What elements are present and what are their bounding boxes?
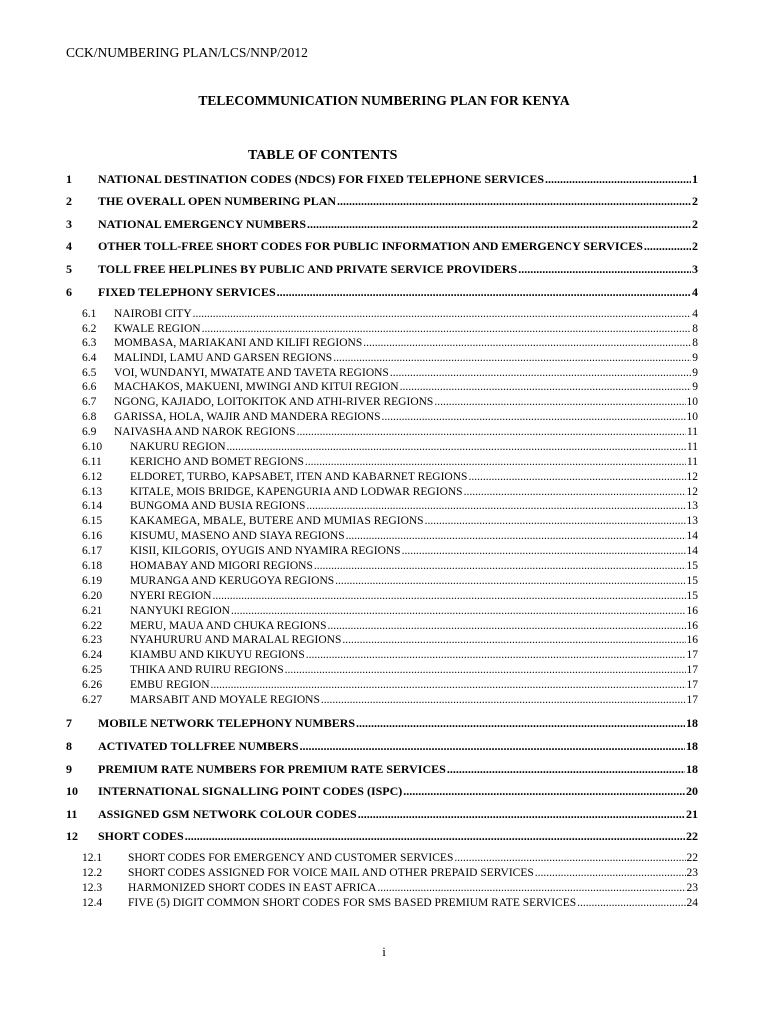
toc-subentry[interactable] [82, 664, 698, 676]
toc-leader-dots [342, 634, 685, 646]
toc-entry-label: KISII, KILGORIS, OYUGIS AND NYAMIRA REGIONS [130, 545, 401, 557]
toc-leader-dots [447, 762, 685, 777]
toc-entry-label: ACTIVATED TOLLFREE NUMBERS [98, 739, 299, 753]
toc-leader-dots [464, 486, 686, 498]
toc-entry-number: 4 [66, 239, 72, 253]
toc-entry-label: ELDORET, TURBO, KAPSABET, ITEN AND KABARNET REGIONS [130, 471, 468, 483]
toc-entry-number: 12.3 [82, 882, 103, 894]
toc-leader-dots [300, 739, 686, 754]
toc-entry-page: 24 [686, 897, 698, 909]
toc-entry-number: 6.23 [82, 634, 103, 646]
toc-entry-page: 11 [686, 456, 698, 468]
toc-leader-dots [297, 426, 686, 438]
toc-subentry[interactable] [82, 852, 698, 864]
toc-subentry[interactable] [82, 381, 698, 393]
toc-entry-label: SHORT CODES FOR EMERGENCY AND CUSTOMER SERVICES [128, 852, 454, 864]
toc-leader-dots [402, 545, 686, 557]
toc-entry-label: KAKAMEGA, MBALE, BUTERE AND MUMIAS REGIONS [130, 515, 424, 527]
toc-subentry[interactable] [82, 679, 698, 691]
toc-entry-page: 23 [686, 867, 698, 879]
toc-leader-dots [285, 664, 686, 676]
toc-entry-label: MOBILE NETWORK TELEPHONY NUMBERS [98, 716, 356, 730]
toc-subentry[interactable] [82, 396, 698, 408]
toc-leader-dots [363, 337, 691, 349]
toc-leader-dots [277, 285, 691, 300]
toc-leader-dots [227, 441, 686, 453]
toc-entry-label: HOMABAY AND MIGORI REGIONS [130, 560, 313, 572]
toc-leader-dots [306, 500, 685, 512]
toc-entry-page: 18 [686, 716, 698, 730]
toc-leader-dots [346, 530, 686, 542]
toc-entry-page: 9 [692, 381, 698, 393]
toc-entry[interactable] [66, 784, 698, 799]
toc-entry-page: 15 [686, 575, 698, 587]
toc-subentry[interactable] [82, 560, 698, 572]
toc-entry-number: 6.18 [82, 560, 103, 572]
toc-entry-number: 3 [66, 217, 72, 231]
toc-entry-page: 9 [692, 367, 698, 379]
toc-entry-number: 9 [66, 762, 72, 776]
toc-subentry[interactable] [82, 337, 698, 349]
toc-entry-label: KIAMBU AND KIKUYU REGIONS [130, 649, 305, 661]
toc-leader-dots [358, 807, 685, 822]
toc-entry-label: KERICHO AND BOMET REGIONS [130, 456, 304, 468]
toc-entry-number: 6.9 [82, 426, 97, 438]
toc-leader-dots [468, 471, 685, 483]
toc-leader-dots [545, 172, 691, 187]
toc-entry[interactable] [66, 172, 698, 187]
toc-entry-label: NATIONAL DESTINATION CODES (NDCS) FOR FIXED TELEPHONE SERVICES [98, 172, 544, 186]
toc-entry-number: 6 [66, 285, 72, 299]
toc-leader-dots [335, 575, 685, 587]
toc-entry-page: 16 [686, 605, 698, 617]
toc-entry-label: PREMIUM RATE NUMBERS FOR PREMIUM RATE SERVICES [98, 762, 446, 776]
toc-leader-dots [211, 679, 686, 691]
toc-subentry[interactable] [82, 867, 698, 879]
toc-entry-page: 14 [686, 545, 698, 557]
toc-entry-label: ASSIGNED GSM NETWORK COLOUR CODES [98, 807, 357, 821]
toc-entry-number: 6.8 [82, 411, 97, 423]
toc-subentry[interactable] [82, 471, 698, 483]
toc-subentry[interactable] [82, 515, 698, 527]
document-reference: CCK/NUMBERING PLAN/LCS/NNP/2012 [66, 45, 308, 60]
toc-entry[interactable] [66, 194, 698, 209]
toc-leader-dots [382, 411, 686, 423]
toc-entry-page: 17 [686, 649, 698, 661]
toc-entry-number: 8 [66, 739, 72, 753]
toc-entry-label: MALINDI, LAMU AND GARSEN REGIONS [114, 352, 333, 364]
toc-entry-label: NAIVASHA AND NAROK REGIONS [114, 426, 296, 438]
toc-entry-label: SHORT CODES [98, 829, 184, 843]
toc-entry-page: 4 [692, 285, 698, 299]
toc-entry-number: 10 [66, 784, 78, 798]
toc-entry-page: 18 [686, 739, 698, 753]
toc-subentry[interactable] [82, 634, 698, 646]
toc-entry-page: 10 [686, 411, 698, 423]
document-title: TELECOMMUNICATION NUMBERING PLAN FOR KENYA [198, 93, 570, 108]
toc-entry-label: HARMONIZED SHORT CODES IN EAST AFRICA [128, 882, 377, 894]
toc-entry-number: 12.2 [82, 867, 103, 879]
toc-entry-number: 6.14 [82, 500, 103, 512]
toc-subentry[interactable] [82, 323, 698, 335]
toc-entry-label: INTERNATIONAL SIGNALLING POINT CODES (ISPC) [98, 784, 403, 798]
toc-entry-number: 1 [66, 172, 72, 186]
toc-entry-page: 14 [686, 530, 698, 542]
toc-subentry[interactable] [82, 486, 698, 498]
toc-entry-label: VOI, WUNDANYI, MWATATE AND TAVETA REGIONS [114, 367, 389, 379]
toc-subentry[interactable] [82, 897, 698, 909]
toc-entry-label: NGONG, KAJIADO, LOITOKITOK AND ATHI-RIVER REGIONS [114, 396, 434, 408]
toc-leader-dots [390, 367, 691, 379]
toc-leader-dots [333, 352, 691, 364]
toc-leader-dots [454, 852, 685, 864]
toc-entry-page: 9 [692, 352, 698, 364]
toc-leader-dots [337, 194, 691, 209]
toc-entry[interactable] [66, 716, 698, 731]
toc-entry-number: 6.19 [82, 575, 103, 587]
toc-entry-number: 6.26 [82, 679, 103, 691]
toc-entry-number: 6.16 [82, 530, 103, 542]
toc-entry-label: BUNGOMA AND BUSIA REGIONS [130, 500, 306, 512]
toc-entry-number: 6.6 [82, 381, 97, 393]
toc-entry-page: 20 [686, 784, 698, 798]
toc-leader-dots [434, 396, 685, 408]
toc-entry[interactable] [66, 262, 698, 277]
toc-heading: TABLE OF CONTENTS [248, 148, 398, 163]
toc-subentry[interactable] [82, 694, 698, 706]
toc-entry-number: 6.5 [82, 367, 97, 379]
toc-subentry[interactable] [82, 352, 698, 364]
toc-subentry[interactable] [82, 426, 698, 438]
toc-entry-number: 6.10 [82, 441, 103, 453]
toc-leader-dots [535, 867, 686, 879]
toc-entry-page: 17 [686, 664, 698, 676]
toc-entry-number: 12.4 [82, 897, 103, 909]
toc-entry-number: 6.12 [82, 471, 103, 483]
toc-leader-dots [321, 694, 686, 706]
toc-entry-number: 6.3 [82, 337, 97, 349]
toc-entry-page: 16 [686, 634, 698, 646]
toc-entry-label: MOMBASA, MARIAKANI AND KILIFI REGIONS [114, 337, 363, 349]
toc-entry-label: FIVE (5) DIGIT COMMON SHORT CODES FOR SMS BASED PREMIUM RATE SERVICES [128, 897, 577, 909]
toc-entry-label: KISUMU, MASENO AND SIAYA REGIONS [130, 530, 345, 542]
toc-subentry[interactable] [82, 411, 698, 423]
toc-leader-dots [577, 897, 685, 909]
toc-entry-label: MARSABIT AND MOYALE REGIONS [130, 694, 320, 706]
toc-entry-number: 6.22 [82, 620, 103, 632]
toc-entry-page: 15 [686, 590, 698, 602]
toc-entry-label: SHORT CODES ASSIGNED FOR VOICE MAIL AND OTHER PREPAID SERVICES [128, 867, 534, 879]
toc-entry-page: 1 [692, 172, 698, 186]
toc-entry-number: 6.2 [82, 323, 97, 335]
toc-entry-number: 6.27 [82, 694, 103, 706]
toc-leader-dots [202, 323, 692, 335]
toc-entry-page: 12 [686, 471, 698, 483]
toc-entry[interactable] [66, 217, 698, 232]
toc-leader-dots [377, 882, 685, 894]
toc-entry-label: KITALE, MOIS BRIDGE, KAPENGURIA AND LODWAR REGIONS [130, 486, 463, 498]
toc-entry-number: 6.24 [82, 649, 103, 661]
toc-leader-dots [644, 239, 691, 254]
toc-entry[interactable] [66, 762, 698, 777]
toc-entry-number: 2 [66, 194, 72, 208]
toc-entry-label: TOLL FREE HELPLINES BY PUBLIC AND PRIVATE SERVICE PROVIDERS [98, 262, 518, 276]
toc-entry-label: THIKA AND RUIRU REGIONS [130, 664, 284, 676]
toc-entry-number: 6.4 [82, 352, 97, 364]
toc-entry-page: 13 [686, 500, 698, 512]
toc-entry-page: 12 [686, 486, 698, 498]
toc-entry-number: 6.25 [82, 664, 103, 676]
toc-leader-dots [356, 716, 685, 731]
toc-entry-page: 17 [686, 694, 698, 706]
toc-entry-label: THE OVERALL OPEN NUMBERING PLAN [98, 194, 337, 208]
toc-entry-page: 23 [686, 882, 698, 894]
toc-leader-dots [518, 262, 691, 277]
toc-subentry[interactable] [82, 605, 698, 617]
toc-leader-dots [400, 381, 692, 393]
toc-entry-page: 15 [686, 560, 698, 572]
toc-subentry[interactable] [82, 575, 698, 587]
toc-entry-page: 2 [692, 239, 698, 253]
toc-entry[interactable] [66, 829, 698, 844]
toc-entry-label: MURANGA AND KERUGOYA REGIONS [130, 575, 335, 587]
toc-leader-dots [314, 560, 686, 572]
toc-entry-label: EMBU REGION [130, 679, 210, 691]
toc-entry-page: 16 [686, 620, 698, 632]
toc-entry-page: 4 [692, 308, 698, 320]
toc-leader-dots [231, 605, 686, 617]
toc-subentry[interactable] [82, 882, 698, 894]
toc-leader-dots [327, 620, 685, 632]
toc-entry[interactable] [66, 739, 698, 754]
toc-entry-page: 21 [686, 807, 698, 821]
toc-entry-page: 22 [686, 852, 698, 864]
toc-entry-number: 7 [66, 716, 72, 730]
toc-entry[interactable] [66, 807, 698, 822]
toc-entry-page: 3 [692, 262, 698, 276]
toc-entry-page: 22 [686, 829, 698, 843]
toc-entry-number: 12 [66, 829, 78, 843]
toc-entry-page: 10 [686, 396, 698, 408]
toc-subentry[interactable] [82, 308, 698, 320]
toc-leader-dots [305, 456, 686, 468]
toc-leader-dots [425, 515, 686, 527]
toc-entry-label: NATIONAL EMERGENCY NUMBERS [98, 217, 307, 231]
toc-subentry[interactable] [82, 500, 698, 512]
toc-entry-label: NYERI REGION [130, 590, 212, 602]
toc-entry-number: 6.21 [82, 605, 103, 617]
toc-entry-label: KWALE REGION [114, 323, 201, 335]
toc-subentry[interactable] [82, 649, 698, 661]
toc-entry-page: 11 [686, 426, 698, 438]
toc-entry-page: 18 [686, 762, 698, 776]
toc-leader-dots [403, 784, 685, 799]
toc-entry-page: 17 [686, 679, 698, 691]
toc-entry[interactable] [66, 239, 698, 254]
toc-subentry[interactable] [82, 620, 698, 632]
toc-subentry[interactable] [82, 441, 698, 453]
toc-entry-page: 8 [692, 337, 698, 349]
toc-subentry[interactable] [82, 367, 698, 379]
toc-entry-number: 6.20 [82, 590, 103, 602]
toc-entry[interactable] [66, 285, 698, 300]
toc-entry-page: 2 [692, 194, 698, 208]
toc-entry-label: NAKURU REGION [130, 441, 226, 453]
toc-leader-dots [307, 217, 691, 232]
toc-entry-page: 11 [686, 441, 698, 453]
toc-subentry[interactable] [82, 590, 698, 602]
toc-entry-number: 6.13 [82, 486, 103, 498]
toc-entry-label: NANYUKI REGION [130, 605, 230, 617]
toc-entry-label: OTHER TOLL-FREE SHORT CODES FOR PUBLIC INFORMATION AND EMERGENCY SERVICES [98, 239, 643, 253]
toc-entry-label: MACHAKOS, MAKUENI, MWINGI AND KITUI REGION [114, 381, 399, 393]
page-number: i [382, 944, 386, 959]
toc-entry-number: 6.17 [82, 545, 103, 557]
toc-entry-number: 6.15 [82, 515, 103, 527]
toc-leader-dots [193, 308, 692, 320]
toc-entry-page: 2 [692, 217, 698, 231]
toc-subentry[interactable] [82, 456, 698, 468]
toc-entry-page: 13 [686, 515, 698, 527]
toc-entry-number: 5 [66, 262, 72, 276]
toc-entry-label: MERU, MAUA AND CHUKA REGIONS [130, 620, 327, 632]
toc-leader-dots [185, 829, 685, 844]
toc-entry-page: 8 [692, 323, 698, 335]
toc-entry-number: 6.7 [82, 396, 97, 408]
toc-entry-number: 6.11 [82, 456, 102, 468]
toc-leader-dots [212, 590, 685, 602]
toc-entry-label: FIXED TELEPHONY SERVICES [98, 285, 276, 299]
toc-subentry[interactable] [82, 530, 698, 542]
toc-entry-label: NYAHURURU AND MARALAL REGIONS [130, 634, 342, 646]
toc-entry-label: GARISSA, HOLA, WAJIR AND MANDERA REGIONS [114, 411, 381, 423]
toc-entry-number: 11 [66, 807, 78, 821]
toc-entry-label: NAIROBI CITY [114, 308, 192, 320]
toc-subentry[interactable] [82, 545, 698, 557]
toc-entry-number: 6.1 [82, 308, 97, 320]
toc-leader-dots [306, 649, 686, 661]
toc-entry-number: 12.1 [82, 852, 103, 864]
